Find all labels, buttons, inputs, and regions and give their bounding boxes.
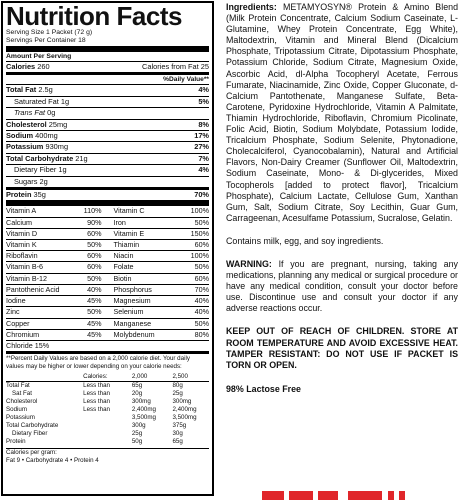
vitamin-name: Magnesium — [113, 296, 151, 306]
vitamin-cell — [6, 296, 108, 306]
vitamin-cell — [108, 285, 210, 295]
reference-cell: 300mg — [131, 398, 151, 406]
nutrient-row — [6, 119, 209, 130]
vitamin-cell — [108, 262, 210, 272]
serving-size: Serving Size 1 Packet (72 g) — [6, 29, 93, 36]
reference-cell: Calories: — [83, 373, 132, 382]
vitamin-name: Chromium — [6, 329, 40, 339]
vitamin-cell — [6, 251, 108, 261]
reference-row — [6, 373, 209, 382]
nutrient-list — [6, 84, 209, 200]
vitamin-row — [6, 306, 209, 317]
ingredients-text: METAMYOSYN® Protein & Amino Blend (Milk Protein Concentrate, Calcium Sodium Caseinate, L-Glutamine, Whey Protein Concentrate, Egg White), Maltodextrin, Vitamin and Mineral Blend (Dicalcium Phosphate, Tripotassium Citrate, Dipotassium Phosphate, Potassium Chloride, Sodium Citrate, Magnesium Oxide, Ascorbic Acid, dl-Alpha Tocopheryl Acetate, Ferrous Fumarate, Niacinamide, Zinc Oxide, Copper Gluconate, d-Calcium Pantothenate, Manganese Sulfate, Beta-Carotene, Pyridoxine Hydrochloride, Vitamin A Palmitate, Thiamin Hydrochloride, Riboflavin, Chromium Picolinate, Folic Acid, Biotin, Sodium Molybdate, Potassium Iodide, Tricalcium Phosphate, Sodium Selenite, Phytonadione, Cholecalciferol, Cyanocobalamin), Natural and Artificial Flavors, Non-Dairy Creamer (Sunflower Oil, Maltodextrin, Sodium Caseinate, Mono- & Di-glycerides, Mixed Tocopherols [added to protect flavor], Tricalcium Phosphate), Calcium Lactate, Cellulose Gum, Xanthan Gum, Salt, Sodium Citrate, Soy Lecithin, Guar Gum, Carrageenan, Acesulfame Potassium, Sucralose, Gelatin. — [226, 2, 459, 223]
vitamin-row — [6, 329, 209, 340]
brand-logo-fragment — [262, 491, 412, 500]
vitamin-cell — [6, 262, 108, 272]
reference-cell: 65g — [131, 382, 143, 390]
vitamin-percent: 40% — [194, 307, 209, 317]
nutrient-daily-value: 8% — [198, 119, 209, 129]
vitamin-cell — [6, 285, 108, 295]
reference-cell — [83, 430, 132, 438]
logo-letter-shape — [262, 491, 284, 500]
vitamin-percent: 50% — [194, 318, 209, 328]
nutrient-row — [6, 130, 209, 141]
reference-row — [6, 406, 209, 414]
nutrient-amount: 1g — [58, 165, 67, 175]
vitamin-name: Vitamin D — [6, 228, 38, 238]
nutrient-amount: 25mg — [48, 119, 68, 129]
nutrient-daily-value: 4% — [198, 165, 209, 175]
vitamin-cell — [6, 206, 108, 216]
vitamin-name: Riboflavin — [6, 251, 38, 261]
reference-cell: Total Carbohydrate — [6, 422, 59, 430]
reference-cell — [83, 438, 132, 446]
nutrient-label: Protein — [6, 190, 32, 200]
reference-row — [6, 430, 209, 438]
vitamin-percent: 100% — [190, 251, 209, 261]
vitamin-percent: 50% — [87, 307, 102, 317]
nutrient-label: Dietary Fiber — [14, 165, 57, 175]
reference-cell: Less than — [83, 398, 110, 406]
calories-per-gram-values: Fat 9 • Carbohydrate 4 • Protein 4 — [6, 457, 99, 465]
vitamin-percent: 70% — [194, 284, 209, 294]
reference-cell: 3,500mg — [131, 414, 156, 422]
nutrient-row — [6, 176, 209, 187]
vitamin-percent: 100% — [190, 206, 209, 216]
nutrient-row — [6, 84, 209, 95]
vitamin-percent: 50% — [87, 240, 102, 250]
vitamin-percent: 45% — [87, 318, 102, 328]
nutrient-daily-value: 4% — [198, 85, 209, 95]
vitamin-percent: 60% — [194, 273, 209, 283]
calories-per-gram-heading: Calories per gram: — [6, 449, 57, 457]
nutrient-label: Saturated Fat — [14, 96, 59, 106]
logo-letter-shape — [318, 491, 338, 500]
vitamin-cell — [6, 274, 108, 284]
vitamin-name: Iron — [113, 217, 126, 227]
nutrient-amount: 2g — [39, 176, 48, 186]
nutrient-label: Potassium — [6, 142, 44, 152]
nutrient-amount: 400mg — [35, 131, 58, 141]
ingredients-label: Ingredients: — [226, 2, 277, 12]
vitamin-percent: 80% — [194, 329, 209, 339]
nutrient-row — [6, 141, 209, 152]
vitamin-percent: 50% — [194, 262, 209, 272]
vitamin-name: Phosphorus — [113, 284, 152, 294]
vitamin-name: Vitamin B-6 — [6, 262, 44, 272]
vitamin-percent: 60% — [87, 251, 102, 261]
nutrient-amount: 2.5g — [38, 85, 53, 95]
daily-value-footnote: **Percent Daily Values are based on a 2,000 calorie diet. Your daily values may be higher or lower depending on your calorie needs: — [6, 355, 190, 371]
vitamin-cell — [108, 296, 210, 306]
nutrient-amount: 21g — [75, 153, 88, 163]
nutrient-label: Total Carbohydrate — [6, 153, 74, 163]
reference-row — [6, 382, 209, 391]
vitamin-cell — [108, 229, 210, 239]
vitamin-percent: 50% — [87, 273, 102, 283]
vitamin-name: Vitamin E — [113, 228, 145, 238]
vitamin-row-chloride — [6, 340, 209, 351]
vitamin-row — [6, 318, 209, 329]
vitamin-name: Vitamin K — [6, 240, 37, 250]
vitamin-row — [6, 250, 209, 261]
nutrient-label: Sugars — [14, 176, 38, 186]
nutrient-name-amount — [6, 154, 88, 164]
nutrient-name-amount — [14, 177, 48, 187]
vitamin-name: Pantothenic Acid — [6, 284, 60, 294]
nutrient-daily-value: 5% — [198, 96, 209, 106]
vitamin-row — [6, 261, 209, 272]
vitamin-cell — [108, 307, 210, 317]
reference-cell: Less than — [83, 382, 110, 390]
storage-warning: KEEP OUT OF REACH OF CHILDREN. STORE AT ROOM TEMPERATURE AND AVOID EXCESSIVE HEAT. TAMPER RESISTANT: DO NOT USE IF PACKET IS TORN OR OPEN. — [226, 326, 458, 370]
vitamin-name: Iodine — [6, 296, 26, 306]
reference-cell: 30g — [172, 430, 183, 438]
vitamin-name: Zinc — [6, 307, 20, 317]
vitamin-name: Calcium — [6, 217, 32, 227]
vitamin-list — [6, 206, 209, 339]
logo-letter-shape — [388, 491, 394, 500]
reference-cell: 2,500 — [172, 373, 209, 382]
logo-letter-shape — [399, 491, 405, 500]
reference-row — [6, 438, 209, 446]
reference-cell: Cholesterol — [6, 398, 38, 406]
reference-cell: 2,400mg — [172, 406, 197, 414]
daily-value-heading: %Daily Value** — [163, 76, 209, 84]
calories-value: 260 — [37, 62, 50, 71]
reference-cell — [83, 422, 132, 430]
logo-letter-shape — [289, 491, 313, 500]
vitamin-row — [6, 284, 209, 295]
lactose-free-claim: 98% Lactose Free — [226, 383, 301, 394]
vitamin-percent: 40% — [194, 296, 209, 306]
vitamin-cell — [6, 229, 108, 239]
nutrient-amount: 1g — [60, 96, 70, 106]
nutrient-label: Cholesterol — [6, 119, 47, 129]
nutrient-label: Trans Fat — [14, 108, 46, 118]
nutrient-name-amount — [6, 120, 67, 130]
reference-cell: 300mg — [172, 398, 192, 406]
nutrient-amount: 0g — [47, 108, 56, 118]
vitamin-cell — [6, 319, 108, 329]
warning-text: If you are pregnant, nursing, taking any medications, planning any medical or surgical procedure or have any medical condition, consult your doctor before use. Discontinue use and consult your doctor if any adverse reactions occur. — [226, 258, 458, 314]
ingredients-column — [226, 2, 458, 395]
vitamin-percent: 60% — [87, 262, 102, 272]
vitamin-cell — [108, 240, 210, 250]
vitamin-percent: 40% — [87, 284, 102, 294]
nutrient-name-amount — [14, 108, 55, 118]
reference-cell — [6, 373, 83, 382]
reference-table — [6, 373, 209, 446]
reference-cell: 375g — [172, 422, 187, 430]
calories-from-fat: Calories from Fat 25 — [142, 62, 209, 71]
vitamin-percent: 150% — [190, 228, 209, 238]
nutrient-row — [6, 107, 209, 118]
nutrient-name-amount — [14, 97, 69, 107]
calories-label: Calories — [6, 62, 36, 71]
nutrient-name-amount — [6, 142, 68, 152]
ingredients-paragraph — [226, 2, 458, 224]
vitamin-name: Thiamin — [113, 240, 140, 250]
reference-cell: Sat Fat — [12, 390, 32, 398]
servings-per-container: Servings Per Container 18 — [6, 37, 86, 44]
reference-cell: 2,000 — [132, 373, 173, 382]
nutrient-name-amount — [6, 85, 53, 95]
reference-cell: Potassium — [6, 414, 35, 422]
reference-cell: Sodium — [6, 406, 27, 414]
nutrient-label: Sodium — [6, 131, 34, 141]
vitamin-name: Copper — [6, 318, 30, 328]
vitamin-percent: 45% — [87, 329, 102, 339]
chloride-cell: Chloride 15% — [6, 340, 50, 350]
vitamin-name: Biotin — [113, 273, 132, 283]
vitamin-cell — [6, 330, 108, 340]
nutrient-row — [6, 153, 209, 164]
logo-letter-shape — [348, 491, 382, 500]
vitamin-cell — [6, 307, 108, 317]
amount-per-serving: Amount Per Serving — [6, 53, 72, 60]
reference-cell: 3,500mg — [172, 414, 197, 422]
nutrient-amount: 35g — [33, 190, 46, 200]
vitamin-row — [6, 273, 209, 284]
vitamin-name: Vitamin B-12 — [6, 273, 48, 283]
vitamin-name: Molybdenum — [113, 329, 155, 339]
reference-cell: Less than — [83, 406, 110, 414]
vitamin-name: Selenium — [113, 307, 144, 317]
vitamin-percent: 60% — [194, 240, 209, 250]
vitamin-name: Manganese — [113, 318, 152, 328]
reference-cell: Protein — [6, 438, 26, 446]
warning-paragraph — [226, 259, 458, 314]
vitamin-cell — [108, 218, 210, 228]
vitamin-row — [6, 228, 209, 239]
nutrient-daily-value: 27% — [194, 142, 209, 152]
nutrition-facts-title: Nutrition Facts — [6, 1, 182, 31]
nutrient-name-amount — [6, 131, 58, 141]
nutrient-row — [6, 187, 209, 200]
vitamin-percent: 110% — [83, 206, 102, 216]
vitamin-name: Vitamin A — [6, 206, 37, 216]
reference-cell: 300g — [131, 422, 146, 430]
nutrient-label: Total Fat — [6, 85, 37, 95]
reference-row — [6, 398, 209, 406]
reference-cell: Less than — [83, 390, 110, 398]
vitamin-name: Folate — [113, 262, 134, 272]
vitamin-name: Niacin — [113, 251, 134, 261]
reference-cell: 25g — [172, 390, 183, 398]
nutrient-daily-value: 17% — [194, 131, 209, 141]
nutrient-name-amount — [14, 165, 67, 175]
nutrient-row — [6, 96, 209, 107]
vitamin-name: Vitamin C — [113, 206, 145, 216]
reference-row — [6, 414, 209, 422]
nutrient-row — [6, 164, 209, 175]
reference-cell: 65g — [172, 438, 183, 446]
reference-cell: 50g — [131, 438, 143, 446]
reference-cell — [83, 414, 132, 422]
nutrient-name-amount — [6, 190, 46, 200]
reference-cell: 80g — [172, 382, 183, 390]
vitamin-cell — [108, 251, 210, 261]
vitamin-percent: 45% — [87, 296, 102, 306]
vitamin-cell — [108, 206, 210, 216]
warning-label: WARNING: — [226, 258, 272, 269]
vitamin-row — [6, 206, 209, 216]
vitamin-percent: 90% — [87, 217, 102, 227]
reference-row — [6, 422, 209, 430]
reference-cell: 20g — [131, 390, 143, 398]
vitamin-row — [6, 217, 209, 228]
reference-row — [6, 390, 209, 398]
nutrient-daily-value: 7% — [198, 153, 209, 163]
nutrition-facts-panel — [1, 1, 214, 496]
reference-cell: Total Fat — [6, 382, 30, 390]
medium-divider-footnote — [6, 351, 209, 354]
vitamin-cell — [108, 274, 210, 284]
vitamin-row — [6, 239, 209, 250]
vitamin-row — [6, 295, 209, 306]
allergen-statement: Contains milk, egg, and soy ingredients. — [226, 235, 384, 246]
reference-cell: 25g — [131, 430, 143, 438]
vitamin-cell — [6, 240, 108, 250]
reference-cell: Dietary Fiber — [12, 430, 48, 438]
vitamin-percent: 60% — [87, 228, 102, 238]
calories-row — [6, 61, 209, 72]
vitamin-cell — [108, 319, 210, 329]
vitamin-cell — [6, 218, 108, 228]
nutrient-daily-value: 70% — [194, 190, 209, 200]
vitamin-cell — [108, 330, 210, 340]
nutrient-amount: 930mg — [45, 142, 69, 152]
vitamin-percent: 50% — [194, 217, 209, 227]
reference-cell: 2,400mg — [131, 406, 156, 414]
